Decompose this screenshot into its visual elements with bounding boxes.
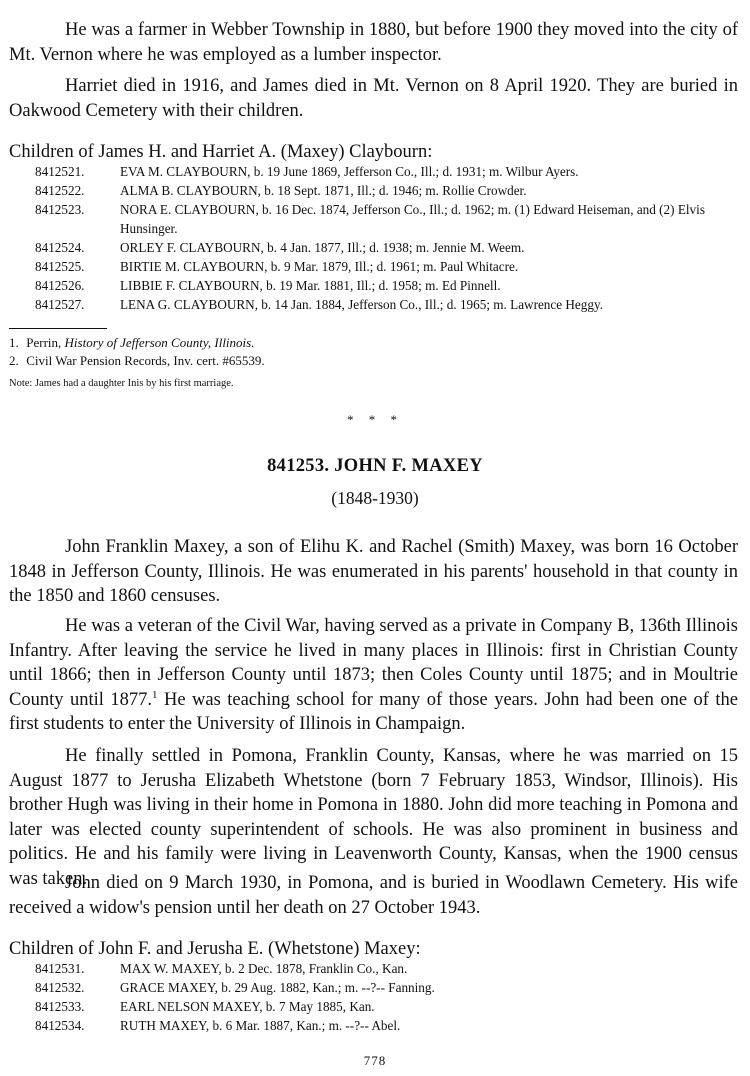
children-list-claybourn (0, 162, 740, 314)
child-details: , b. 7 May 1885, Kan. (259, 999, 375, 1014)
child-name: EARL NELSON MAXEY (120, 999, 260, 1014)
children-heading-maxey: Children of John F. and Jerusha E. (Whetstone) Maxey: (9, 939, 421, 959)
footnote (9, 352, 729, 370)
child-details: , b. 2 Dec. 1878, Franklin Co., Kan. (218, 961, 408, 976)
paragraph-death: Harriet died in 1916, and James died in Mt. Vernon on 8 April 1920. They are buried in Oakwood Cemetery with their children. (9, 76, 738, 121)
child-details: , b. 9 Mar. 1879, Ill.; d. 1961; m. Paul Whitacre. (264, 259, 519, 274)
child-name: LIBBIE F. CLAYBOURN (120, 278, 260, 293)
paragraph-text: He was teaching school for many of those years. John had been one of the first students to enter the University of Illinois in Champaign. (9, 689, 739, 734)
footnote-text: Civil War Pension Records, Inv. cert. #65539. (26, 353, 265, 368)
child-id: 8412522. (35, 183, 85, 198)
child-id: 8412521. (35, 164, 85, 179)
child-details: , b. 4 Jan. 1877, Ill.; d. 1938; m. Jennie M. Weem. (260, 240, 525, 255)
page-number: 778 (363, 1053, 387, 1068)
paragraph-birth: John Franklin Maxey, a son of Elihu K. and Rachel (Smith) Maxey, was born 16 October 1848 in Jefferson County, Illinois. He was enumerated in his parents' household in that county in the 1850 and 1860 censuses. (9, 537, 738, 606)
child-id: 8412527. (35, 297, 85, 312)
list-item (0, 959, 740, 978)
child-name: ALMA B. CLAYBOURN (120, 183, 258, 198)
child-id: 8412534. (35, 1018, 85, 1033)
child-details: , b. 19 Mar. 1881, Ill.; d. 1958; m. Ed Pinnell. (259, 278, 501, 293)
footnote-number: 2. (9, 353, 19, 368)
child-name: NORA E. CLAYBOURN (120, 202, 256, 217)
child-name: LENA G. CLAYBOURN (120, 297, 255, 312)
paragraph-pomona: He finally settled in Pomona, Franklin County, Kansas, where he was married on 15 August 1877 to Jerusha Elizabeth Whetstone (born 7 February 1853, Windsor, Illinois). His brother Hugh was living in their home in Pomona in 1880. John did more teaching in Pomona and later was elected county superintendent of schools. He was also prominent in business and politics. He and his family were living in Leavenworth County, Kansas, when the 1900 census was taken. (9, 746, 738, 889)
child-name: RUTH MAXEY (120, 1018, 206, 1033)
child-name: ORLEY F. CLAYBOURN (120, 240, 261, 255)
paragraph-farmer: He was a farmer in Webber Township in 1880, but before 1900 they moved into the city of Mt. Vernon where he was employed as a lumber inspector. (9, 20, 738, 65)
note: Note: James had a daughter Inis by his first marriage. (9, 378, 234, 389)
children-heading-claybourn: Children of James H. and Harriet A. (Maxey) Claybourn: (9, 142, 433, 162)
section-separator: * * * (347, 412, 403, 427)
list-item (0, 181, 740, 200)
child-details: , b. 14 Jan. 1884, Jefferson Co., Ill.; d. 1965; m. Lawrence Heggy. (254, 297, 604, 312)
footnote-ref: 1 (151, 688, 158, 701)
section-title: 841253. JOHN F. MAXEY (267, 456, 483, 476)
child-name: EVA M. CLAYBOURN (120, 164, 248, 179)
list-item (0, 276, 740, 295)
child-id: 8412526. (35, 278, 85, 293)
list-item (0, 162, 740, 181)
children-list-maxey (0, 959, 740, 1035)
list-item (0, 238, 740, 257)
child-name: GRACE MAXEY (120, 980, 215, 995)
paragraph-civil-war (9, 614, 738, 737)
paragraph-text: He was a veteran of the Civil War, having served as a private in Company B, 136th Illinois Infantry. After leaving the service he lived in many places in Illinois: first in Christian County until 1866; then in Jefferson County until 1873; then Coles County until 1875; and in Moultrie County until 1877. (9, 616, 738, 710)
child-id: 8412524. (35, 240, 85, 255)
list-item (0, 1016, 740, 1035)
list-item (0, 200, 740, 238)
footnote (9, 334, 729, 352)
child-details: , b. 6 Mar. 1887, Kan.; m. --?-- Abel. (205, 1018, 401, 1033)
child-id: 8412533. (35, 999, 85, 1014)
child-name: BIRTIE M. CLAYBOURN (120, 259, 265, 274)
child-id: 8412532. (35, 980, 85, 995)
child-details: , b. 29 Aug. 1882, Kan.; m. --?-- Fanning. (214, 980, 435, 995)
list-item (0, 295, 740, 314)
paragraph-death-john: John died on 9 March 1930, in Pomona, and is buried in Woodlawn Cemetery. His wife received a widow's pension until her death on 27 October 1943. (9, 873, 738, 918)
child-id: 8412531. (35, 961, 85, 976)
footnote-text: Perrin, (26, 335, 65, 350)
child-details: , b. 18 Sept. 1871, Ill.; d. 1946; m. Rollie Crowder. (257, 183, 527, 198)
child-details: , b. 16 Dec. 1874, Jefferson Co., Ill.; d. 1962; m. (1) Edward Heiseman, and (2) Elvis Hunsinger. (120, 202, 705, 236)
footnote-title: History of Jefferson County, Illinois. (64, 335, 255, 350)
footnote-number: 1. (9, 335, 19, 350)
section-dates: (1848-1930) (331, 488, 419, 508)
child-id: 8412523. (35, 202, 85, 217)
list-item (0, 257, 740, 276)
footnotes (9, 334, 729, 370)
child-details: , b. 19 June 1869, Jefferson Co., Ill.; d. 1931; m. Wilbur Ayers. (247, 164, 579, 179)
list-item (0, 978, 740, 997)
footnote-divider (9, 328, 107, 329)
child-id: 8412525. (35, 259, 85, 274)
list-item (0, 997, 740, 1016)
child-name: MAX W. MAXEY (120, 961, 219, 976)
